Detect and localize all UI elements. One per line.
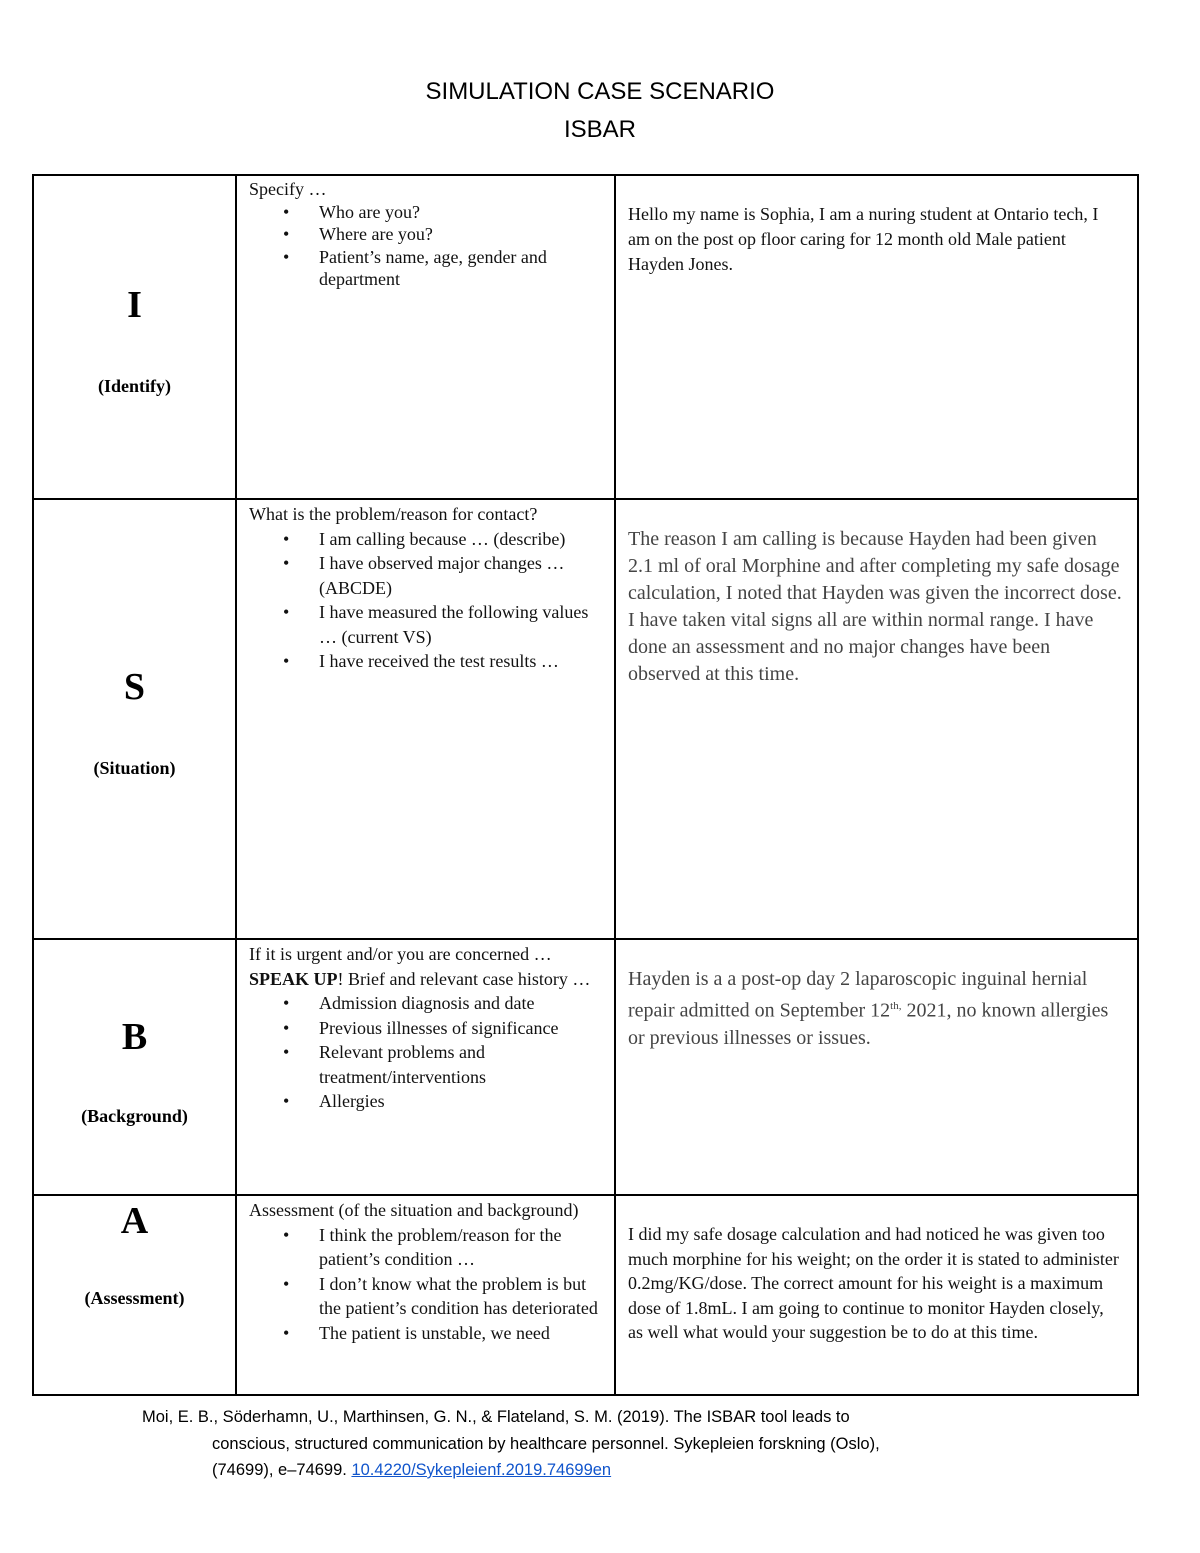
assessment-answer-cell [615,1195,1138,1395]
situation-letter-cell [33,499,236,939]
identify-prompt-cell [236,175,615,499]
list-item: • Previous illnesses of significance [319,1016,604,1041]
reference-line: conscious, structured communication by healthcare personnel. Sykepleien forskning (Oslo), [212,1434,880,1453]
list-item: • Admission diagnosis and date [319,991,604,1016]
speak-up-emphasis: SPEAK UP [249,968,338,989]
prompt-intro-text: If it is urgent and/or you are concerned … [249,944,552,964]
answer-text: Hello my name is Sophia, I am a nuring student at Ontario tech, I am on the post op floor caring for 12 month old Male patient Hayden Jones. [628,204,1099,274]
background-letter-cell [33,939,236,1195]
list-item: • I have measured the following values … (current VS) [319,600,604,649]
table-row [33,499,1138,939]
background-prompt-cell [236,939,615,1195]
document-title: SIMULATION CASE SCENARIO [425,78,775,105]
situation-answer-cell [615,499,1138,939]
reference-line [142,1457,1142,1484]
prompt-intro: What is the problem/reason for contact? [249,504,538,524]
prompt-intro: Specify … [249,179,327,199]
reference-line: Moi, E. B., Söderhamn, U., Marthinsen, G. N., & Flateland, S. M. (2019). The ISBAR tool leads to [142,1408,850,1426]
answer-text [616,966,1137,1052]
answer-text-part: 2021, no known allergies or previous illnesses or issues. [628,999,1109,1049]
list-item: • Who are you? [319,201,604,224]
isbar-table [32,174,1139,1396]
list-item: • Allergies [319,1089,604,1114]
table-row [33,939,1138,1195]
identify-answer-cell [615,175,1138,499]
list-item: • Where are you? [319,223,604,246]
answer-text: I did my safe dosage calculation and had noticed he was given too much morphine for his weight; on the order it is stated to administer 0.2mg/KG/dose. The correct amount for his weight is a maximum dose of 1.8mL. I am going to continue to monitor Hayden closely, as well what would your suggestion be to do at this time. [628,1224,1119,1342]
row-label: (Identify) [98,376,171,396]
background-answer-cell [615,939,1138,1195]
table-row [33,1195,1138,1395]
prompt-list [249,1223,604,1346]
document-subtitle: ISBAR [563,116,637,143]
prompt-list [249,991,604,1114]
answer-text-part: Hayden is a a post-op day 2 laparoscopic inguinal hernial repair admitted on September 12 [628,968,1088,1022]
row-label: (Assessment) [84,1288,185,1308]
doi-link[interactable]: 10.4220/Sykepleienf.2019.74699en [351,1461,612,1479]
row-label: (Background) [81,1106,188,1126]
prompt-intro [249,942,604,991]
row-letter: B [121,1016,148,1058]
row-letter: I [127,284,142,326]
identify-letter-cell [33,175,236,499]
ordinal-suffix: th, [890,1000,902,1012]
list-item: • I have observed major changes … (ABCDE) [319,551,604,600]
reference-citation [142,1404,1142,1484]
list-item: • I don’t know what the problem is but the patient’s condition has deteriorated [319,1272,604,1321]
reference-text: (74699), e–74699. [212,1461,352,1479]
table-row [33,175,1138,499]
row-label: (Situation) [93,758,176,778]
answer-text: The reason I am calling is because Hayden had been given 2.1 ml of oral Morphine and after completing my safe dosage calculation, I noted that Hayden was given the incorrect dose. I have taken vital signs all are within normal range. I have done an assessment and no major changes have been observed at this time. [628,528,1122,685]
list-item: • Patient’s name, age, gender and department [319,246,604,291]
prompt-intro-text: ! Brief and relevant case history … [337,968,591,989]
list-item: • I think the problem/reason for the patient’s condition … [319,1223,604,1272]
prompt-list [249,527,604,674]
row-letter: S [123,666,146,708]
prompt-list [249,201,604,291]
list-item: • I am calling because … (describe) [319,527,604,552]
assessment-letter-cell [33,1195,236,1395]
list-item: • Relevant problems and treatment/interventions [319,1040,604,1089]
list-item: • The patient is unstable, we need [319,1321,604,1346]
prompt-intro: Assessment (of the situation and background) [249,1200,579,1220]
row-letter: A [120,1200,149,1242]
situation-prompt-cell [236,499,615,939]
list-item: • I have received the test results … [319,649,604,674]
assessment-prompt-cell [236,1195,615,1395]
